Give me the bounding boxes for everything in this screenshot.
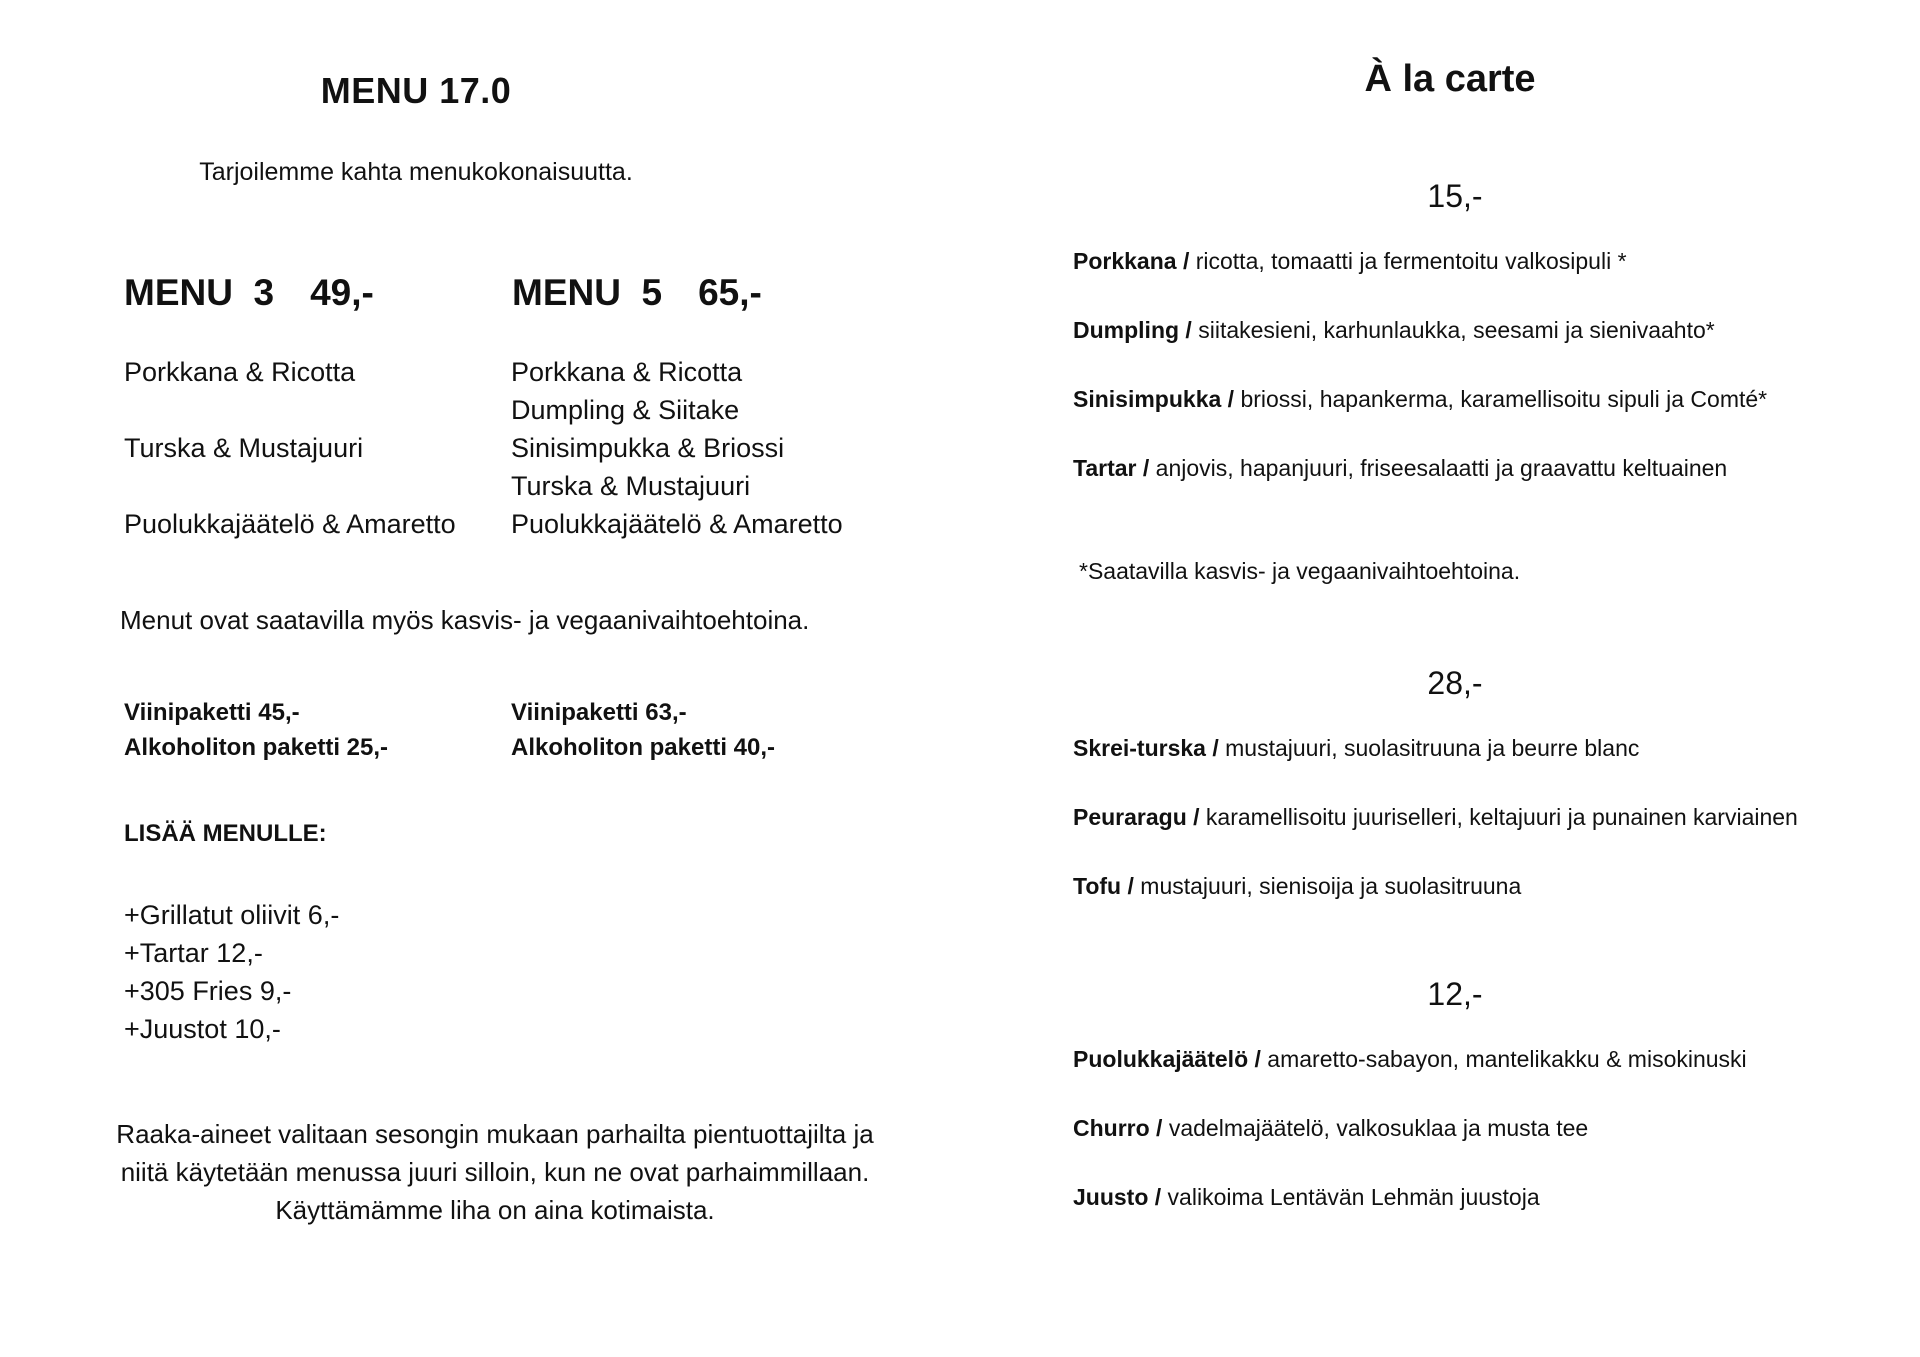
- section-price-15: 15,-: [1427, 178, 1483, 214]
- dish-description: karamellisoitu juuriselleri, keltajuuri ja punainen karviainen: [1199, 804, 1798, 830]
- section-price-12: 12,-: [1427, 976, 1483, 1012]
- dish-item: [1073, 735, 1639, 762]
- menu-3-course-spacer: [124, 467, 456, 505]
- menu-5-courses: [511, 353, 843, 543]
- extras-list: [124, 896, 339, 1048]
- menu-intro: Tarjoilemme kahta menukokonaisuutta.: [199, 158, 633, 186]
- menu-5-heading: [512, 272, 762, 314]
- dish-name: Dumpling /: [1073, 317, 1192, 343]
- extras-item: +Grillatut oliivit 6,-: [124, 900, 340, 930]
- menu-3-packages: [124, 695, 388, 765]
- extras-item: +Juustot 10,-: [124, 1014, 281, 1044]
- menu-title: MENU 17.0: [320, 70, 512, 111]
- dish-description: vadelmajäätelö, valkosuklaa ja musta tee: [1162, 1115, 1589, 1141]
- extras-title: LISÄÄ MENULLE:: [124, 820, 327, 847]
- sourcing-note-line: niitä käytetään menussa juuri silloin, kun ne ovat parhaimmillaan.: [120, 1157, 870, 1187]
- dish-description: valikoima Lentävän Lehmän juustoja: [1161, 1184, 1540, 1210]
- menu-5-course: Turska & Mustajuuri: [511, 471, 751, 501]
- menu-3-name: MENU 3: [124, 272, 275, 313]
- dish-item: [1073, 317, 1715, 344]
- vegan-note: *Saatavilla kasvis- ja vegaanivaihtoehtoina.: [1079, 558, 1521, 584]
- menu-veg-note: Menut ovat saatavilla myös kasvis- ja vegaanivaihtoehtoina.: [120, 605, 810, 635]
- dish-description: anjovis, hapanjuuri, friseesalaatti ja graavattu keltuainen: [1149, 455, 1728, 481]
- dish-item: [1073, 1184, 1540, 1211]
- sourcing-note-line: Raaka-aineet valitaan sesongin mukaan parhailta pientuottajilta ja: [116, 1119, 874, 1149]
- menu-3-wine-package: Viinipaketti 45,-: [124, 699, 300, 726]
- dish-description: ricotta, tomaatti ja fermentoitu valkosipuli *: [1189, 248, 1627, 274]
- menu-5-name: MENU 5: [512, 272, 663, 313]
- menu-3-price: 49,-: [310, 272, 374, 313]
- dish-item: [1073, 1115, 1588, 1142]
- dish-description: briossi, hapankerma, karamellisoitu sipuli ja Comté*: [1234, 386, 1768, 412]
- dish-name: Skrei-turska /: [1073, 735, 1219, 761]
- a-la-carte-title: À la carte: [1364, 58, 1536, 100]
- dish-name: Sinisimpukka /: [1073, 386, 1235, 412]
- menu-5-packages: [511, 695, 775, 765]
- menu-5-course: Puolukkajäätelö & Amaretto: [511, 509, 843, 539]
- dish-name: Tofu /: [1073, 873, 1134, 899]
- menu-5-course: Porkkana & Ricotta: [511, 357, 743, 387]
- dish-name: Juusto /: [1073, 1184, 1162, 1210]
- menu-5-course: Sinisimpukka & Briossi: [511, 433, 785, 463]
- menu-5-course: Dumpling & Siitake: [511, 395, 740, 425]
- menu-5-non-alcoholic-package: Alkoholiton paketti 40,-: [511, 734, 776, 761]
- menu-3-courses: [124, 353, 456, 543]
- dish-item: [1073, 804, 1798, 831]
- menu-5-wine-package: Viinipaketti 63,-: [511, 699, 687, 726]
- dish-description: mustajuuri, suolasitruuna ja beurre blanc: [1218, 735, 1640, 761]
- sourcing-note: [0, 1115, 990, 1229]
- menu-3-course: Turska & Mustajuuri: [124, 433, 364, 463]
- dish-name: Porkkana /: [1073, 248, 1190, 274]
- menu-3-heading: [124, 272, 374, 314]
- dish-description: amaretto-sabayon, mantelikakku & misokinuski: [1260, 1046, 1747, 1072]
- dish-name: Peuraragu /: [1073, 804, 1200, 830]
- dish-description: mustajuuri, sienisoija ja suolasitruuna: [1133, 873, 1522, 899]
- dish-name: Churro /: [1073, 1115, 1163, 1141]
- extras-item: +305 Fries 9,-: [124, 976, 292, 1006]
- dish-name: Puolukkajäätelö /: [1073, 1046, 1261, 1072]
- sourcing-note-line: Käyttämämme liha on aina kotimaista.: [275, 1195, 715, 1225]
- dish-item: [1073, 455, 1727, 482]
- dish-description: siitakesieni, karhunlaukka, seesami ja sienivaahto*: [1191, 317, 1715, 343]
- dish-name: Tartar /: [1073, 455, 1150, 481]
- dish-item: [1073, 873, 1521, 900]
- dish-item: [1073, 1046, 1747, 1073]
- section-price-28: 28,-: [1427, 665, 1483, 701]
- dish-item: [1073, 248, 1627, 275]
- menu-5-price: 65,-: [698, 272, 762, 313]
- extras-item: +Tartar 12,-: [124, 938, 263, 968]
- dish-item: [1073, 386, 1767, 413]
- menu-3-non-alcoholic-package: Alkoholiton paketti 25,-: [124, 734, 389, 761]
- menu-3-course-spacer: [124, 391, 456, 429]
- menu-3-course: Puolukkajäätelö & Amaretto: [124, 509, 456, 539]
- menu-3-course: Porkkana & Ricotta: [124, 357, 356, 387]
